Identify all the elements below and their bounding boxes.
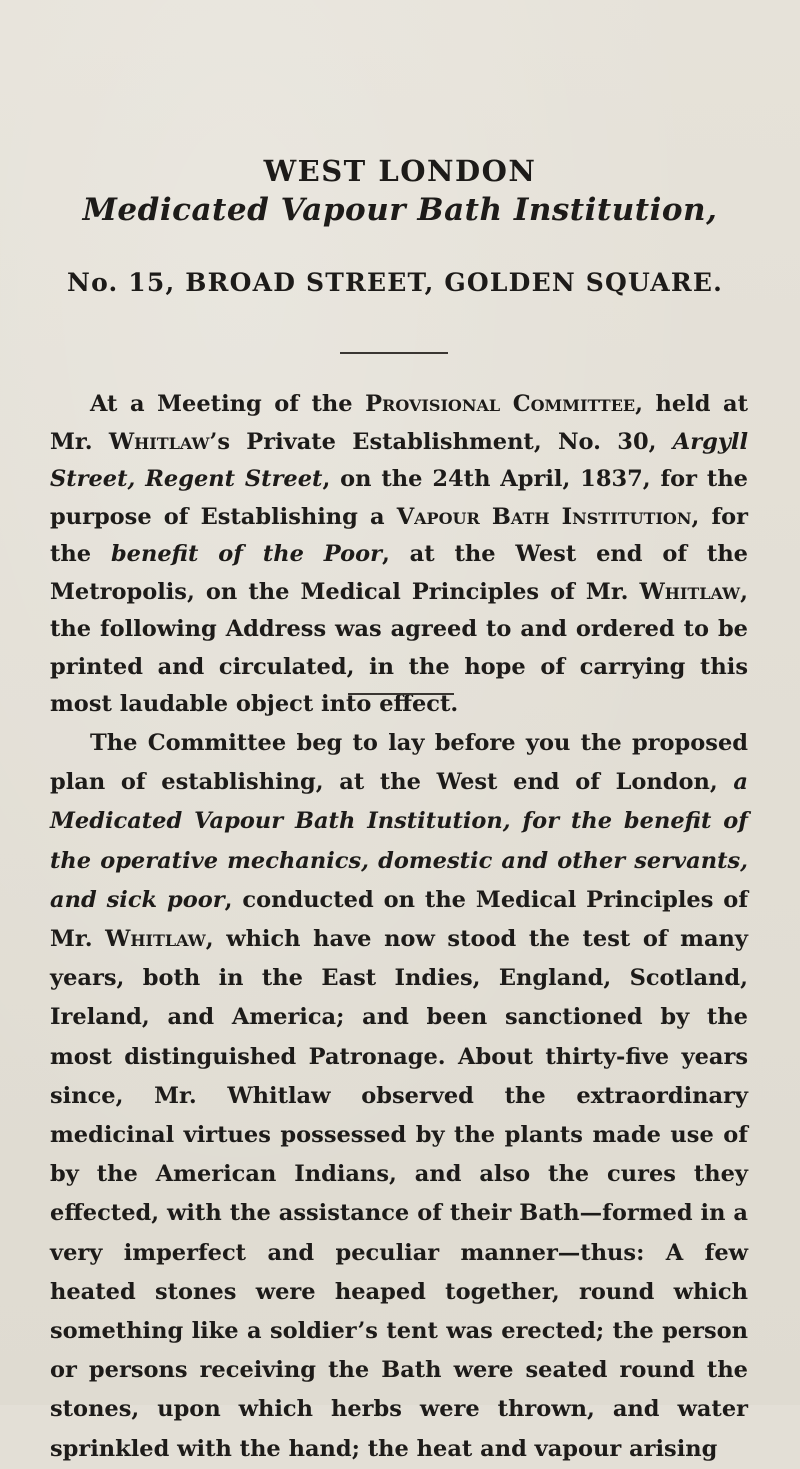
institution-description: a Medicated Vapour Bath Institution, for the benefit of the operative mechanics, domestic and other servants, and sick poor [50,769,748,913]
institution-address: No. 15, BROAD STREET, GOLDEN SQUARE. [67,268,723,297]
section-divider-top [340,352,448,354]
institution-term: Vapour Bath Institution [396,503,692,530]
meeting-paragraph [50,386,748,724]
whitlaw-name: Whitlaw [105,926,206,953]
meeting-text-1: At a Meeting of the [90,391,366,417]
address-paragraph [50,724,748,1469]
street-names: Argyll Street, Regent Street [50,428,748,492]
whitlaw-name: Whitlaw [639,578,741,605]
whitlaw-name: Whitlaw [108,428,210,455]
committee-name: Provisional Committee [365,391,636,417]
address-text-3: , which have now stood the test of many years, both in the East Indies, England, Scotland, Ireland, and America; and been sanctioned by the most distinguished Patronage. About thirty-five years since, Mr. Whitlaw observed the extraordinary medicinal virtues possessed by the plants made use of by the American Indians, and also the cures they effected, with the assistance of their Bath—formed in a very imperfect and peculiar manner—thus: A few heated stones were heaped together, round which something like a soldier’s tent was erected; the person or persons receiving the Bath were seated round the stones, upon which herbs were thrown, and water sprinkled with the hand; the heat and vapour arising [50,926,748,1462]
meeting-text-2: , held at Mr. [50,391,748,455]
meeting-text-3: ’s Private Establishment, No. 30, [209,428,673,455]
address-text-2: , conducted on the Medical Principles of Mr. [50,886,748,953]
meeting-text-6: , at the West end of the Metropolis, on the Medical Principles of Mr. [50,541,748,605]
institution-name: Medicated Vapour Bath Institution, [82,192,718,228]
meeting-text-7: , the following Address was agreed to and ordered to be printed and circulated, in the hope of carrying this most laudable object into effect. [50,578,748,717]
benefit-phrase: benefit of the Poor [110,541,382,567]
address-text-1: The Committee beg to lay before you the proposed plan of establishing, at the West end of London, [50,730,748,796]
document-title: WEST LONDON [263,154,537,188]
meeting-text-5: , for the [50,503,748,567]
meeting-text-4: , on the 24th April, 1837, for the purpose of Establishing a [50,466,748,530]
section-divider-middle [348,693,454,695]
